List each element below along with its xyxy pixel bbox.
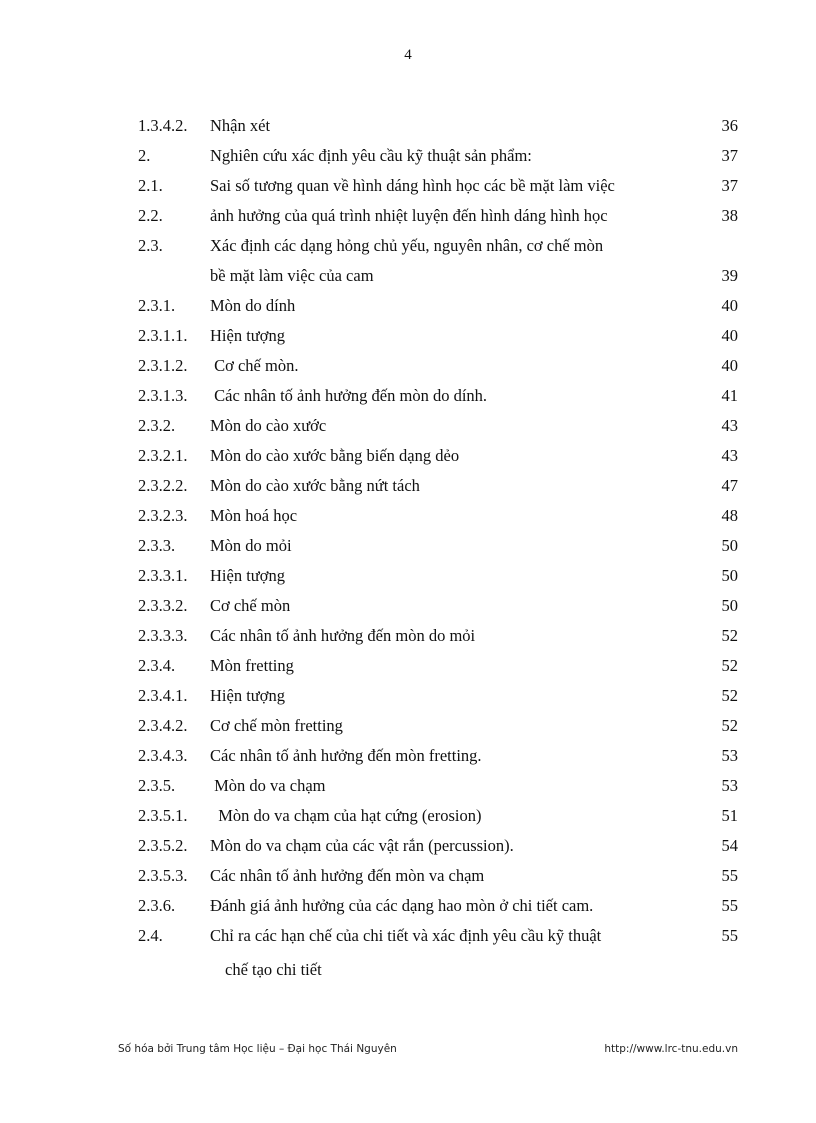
- toc-number: 2.3.5.3.: [138, 866, 188, 885]
- toc-number: 2.3.4.1.: [138, 686, 188, 705]
- toc-row: [138, 471, 738, 501]
- toc-number: 2.3.5.1.: [138, 806, 188, 825]
- toc-title: Mòn do cào xước bằng biến dạng dẻo: [210, 446, 460, 465]
- toc-row: [138, 141, 738, 171]
- toc-row: [138, 381, 738, 411]
- toc-row: [138, 411, 738, 441]
- toc-row: [138, 651, 738, 681]
- toc-row: [138, 501, 738, 531]
- toc-row: [138, 231, 738, 291]
- toc-page: 53: [721, 776, 738, 795]
- toc-page: 53: [721, 746, 738, 765]
- toc-title: Mòn hoá học: [210, 506, 298, 525]
- footer-credit: Số hóa bởi Trung tâm Học liệu – Đại học Thái Nguyên: [118, 1043, 397, 1055]
- toc-page: 52: [721, 656, 738, 675]
- toc-number: 2.3.2.3.: [138, 506, 188, 525]
- toc-row: [138, 561, 738, 591]
- toc-page: 38: [721, 206, 738, 225]
- toc-title: Các nhân tố ảnh hưởng đến mòn do mỏi: [210, 626, 476, 645]
- toc-page: 40: [721, 296, 738, 315]
- toc-page: 37: [721, 176, 738, 195]
- toc-title: Sai số tương quan về hình dáng hình học các bề mặt làm việc: [210, 176, 615, 195]
- toc-row: [138, 741, 738, 771]
- toc-number: 2.2.: [138, 206, 163, 225]
- page-number: 4: [404, 47, 412, 63]
- toc-row: [138, 351, 738, 381]
- toc-title: Mòn do mỏi: [210, 536, 292, 555]
- toc-page: 50: [721, 536, 738, 555]
- toc-number: 2.1.: [138, 176, 163, 195]
- toc-number: 2.3.1.3.: [138, 386, 188, 405]
- toc-row: [138, 171, 738, 201]
- toc-number: 2.3.4.3.: [138, 746, 188, 765]
- toc-number: 2.: [138, 146, 151, 165]
- toc-title: Mòn do va chạm: [210, 776, 326, 795]
- toc-title: Các nhân tố ảnh hưởng đến mòn do dính.: [210, 386, 488, 405]
- toc-title: Mòn do va chạm của hạt cứng (erosion): [210, 806, 482, 825]
- toc-title: [210, 231, 603, 291]
- toc-row: [138, 921, 738, 985]
- toc-row: [138, 531, 738, 561]
- toc-page: 41: [721, 386, 738, 405]
- toc-page: 40: [721, 356, 738, 375]
- toc-number: 2.3.1.2.: [138, 356, 188, 375]
- toc-page: 43: [721, 446, 738, 465]
- toc-row: [138, 111, 738, 141]
- toc-title-line-1: Xác định các dạng hỏng chủ yếu, nguyên nhân, cơ chế mòn: [210, 236, 604, 255]
- toc-title: Hiện tượng: [210, 686, 285, 705]
- toc-title: Hiện tượng: [210, 326, 285, 345]
- table-of-contents: [138, 111, 738, 985]
- toc-page: 55: [721, 926, 738, 945]
- toc-title: Hiện tượng: [210, 566, 285, 585]
- toc-title: Các nhân tố ảnh hưởng đến mòn fretting.: [210, 746, 482, 765]
- toc-row: [138, 861, 738, 891]
- toc-page: 55: [721, 896, 738, 915]
- toc-number: 2.3.3.3.: [138, 626, 188, 645]
- toc-number: 2.3.3.2.: [138, 596, 188, 615]
- toc-page: 50: [721, 566, 738, 585]
- toc-row: [138, 771, 738, 801]
- toc-title-continuation: chế tạo chi tiết: [225, 960, 322, 979]
- toc-number: 2.3.1.1.: [138, 326, 188, 345]
- toc-title-line-2: bề mặt làm việc của cam: [210, 266, 374, 285]
- toc-number: 2.3.2.1.: [138, 446, 188, 465]
- toc-row: [138, 831, 738, 861]
- toc-number: 2.3.5.2.: [138, 836, 188, 855]
- toc-title: Cơ chế mòn: [210, 596, 291, 615]
- toc-row: [138, 321, 738, 351]
- toc-row: [138, 711, 738, 741]
- toc-title: Mòn fretting: [210, 656, 294, 675]
- toc-title: Mòn do cào xước: [210, 416, 327, 435]
- toc-number: 1.3.4.2.: [138, 116, 188, 135]
- toc-page: 54: [721, 836, 738, 855]
- toc-page: 43: [721, 416, 738, 435]
- toc-page: 51: [721, 806, 738, 825]
- toc-number: 2.3.1.: [138, 296, 176, 315]
- toc-number: 2.3.5.: [138, 776, 176, 795]
- toc-row: [138, 681, 738, 711]
- toc-page: 47: [721, 476, 738, 495]
- toc-page: 40: [721, 326, 738, 345]
- toc-title: Nghiên cứu xác định yêu cầu kỹ thuật sản phẩm:: [210, 146, 532, 165]
- footer-url: http://www.lrc-tnu.edu.vn: [604, 1043, 738, 1055]
- toc-row: [138, 201, 738, 231]
- toc-page: 52: [721, 716, 738, 735]
- toc-title: Mòn do cào xước bằng nứt tách: [210, 476, 420, 495]
- toc-row: [138, 621, 738, 651]
- toc-number: 2.3.3.: [138, 536, 176, 555]
- toc-row: [138, 891, 738, 921]
- toc-row: [138, 801, 738, 831]
- toc-page: 37: [721, 146, 738, 165]
- toc-title: Chỉ ra các hạn chế của chi tiết và xác định yêu cầu kỹ thuật: [210, 926, 602, 945]
- toc-title: Các nhân tố ảnh hưởng đến mòn va chạm: [210, 866, 485, 885]
- page-footer: [118, 1043, 738, 1055]
- toc-number: 2.3.4.2.: [138, 716, 188, 735]
- toc-row: [138, 441, 738, 471]
- toc-number: 2.3.2.2.: [138, 476, 188, 495]
- toc-row: [138, 591, 738, 621]
- toc-row: [138, 291, 738, 321]
- toc-page: 50: [721, 596, 738, 615]
- toc-page: 52: [721, 626, 738, 645]
- toc-title: Cơ chế mòn fretting: [210, 716, 343, 735]
- toc-title: Nhận xét: [210, 116, 271, 135]
- toc-number: 2.3.: [138, 236, 163, 255]
- toc-page: 48: [721, 506, 738, 525]
- toc-page: 52: [721, 686, 738, 705]
- toc-page: 39: [721, 266, 738, 285]
- toc-page: 55: [721, 866, 738, 885]
- toc-number: 2.3.2.: [138, 416, 176, 435]
- toc-page: 36: [721, 116, 738, 135]
- toc-title: ảnh hưởng của quá trình nhiệt luyện đến hình dáng hình học: [210, 206, 608, 225]
- toc-number: 2.3.6.: [138, 896, 176, 915]
- toc-number: 2.3.3.1.: [138, 566, 188, 585]
- toc-number: 2.3.4.: [138, 656, 176, 675]
- toc-title: Cơ chế mòn.: [210, 356, 299, 375]
- toc-title: Mòn do dính: [210, 296, 296, 315]
- toc-number: 2.4.: [138, 926, 163, 945]
- toc-title: Đánh giá ảnh hưởng của các dạng hao mòn ở chi tiết cam.: [210, 896, 594, 915]
- toc-title: Mòn do va chạm của các vật rắn (percussion).: [210, 836, 514, 855]
